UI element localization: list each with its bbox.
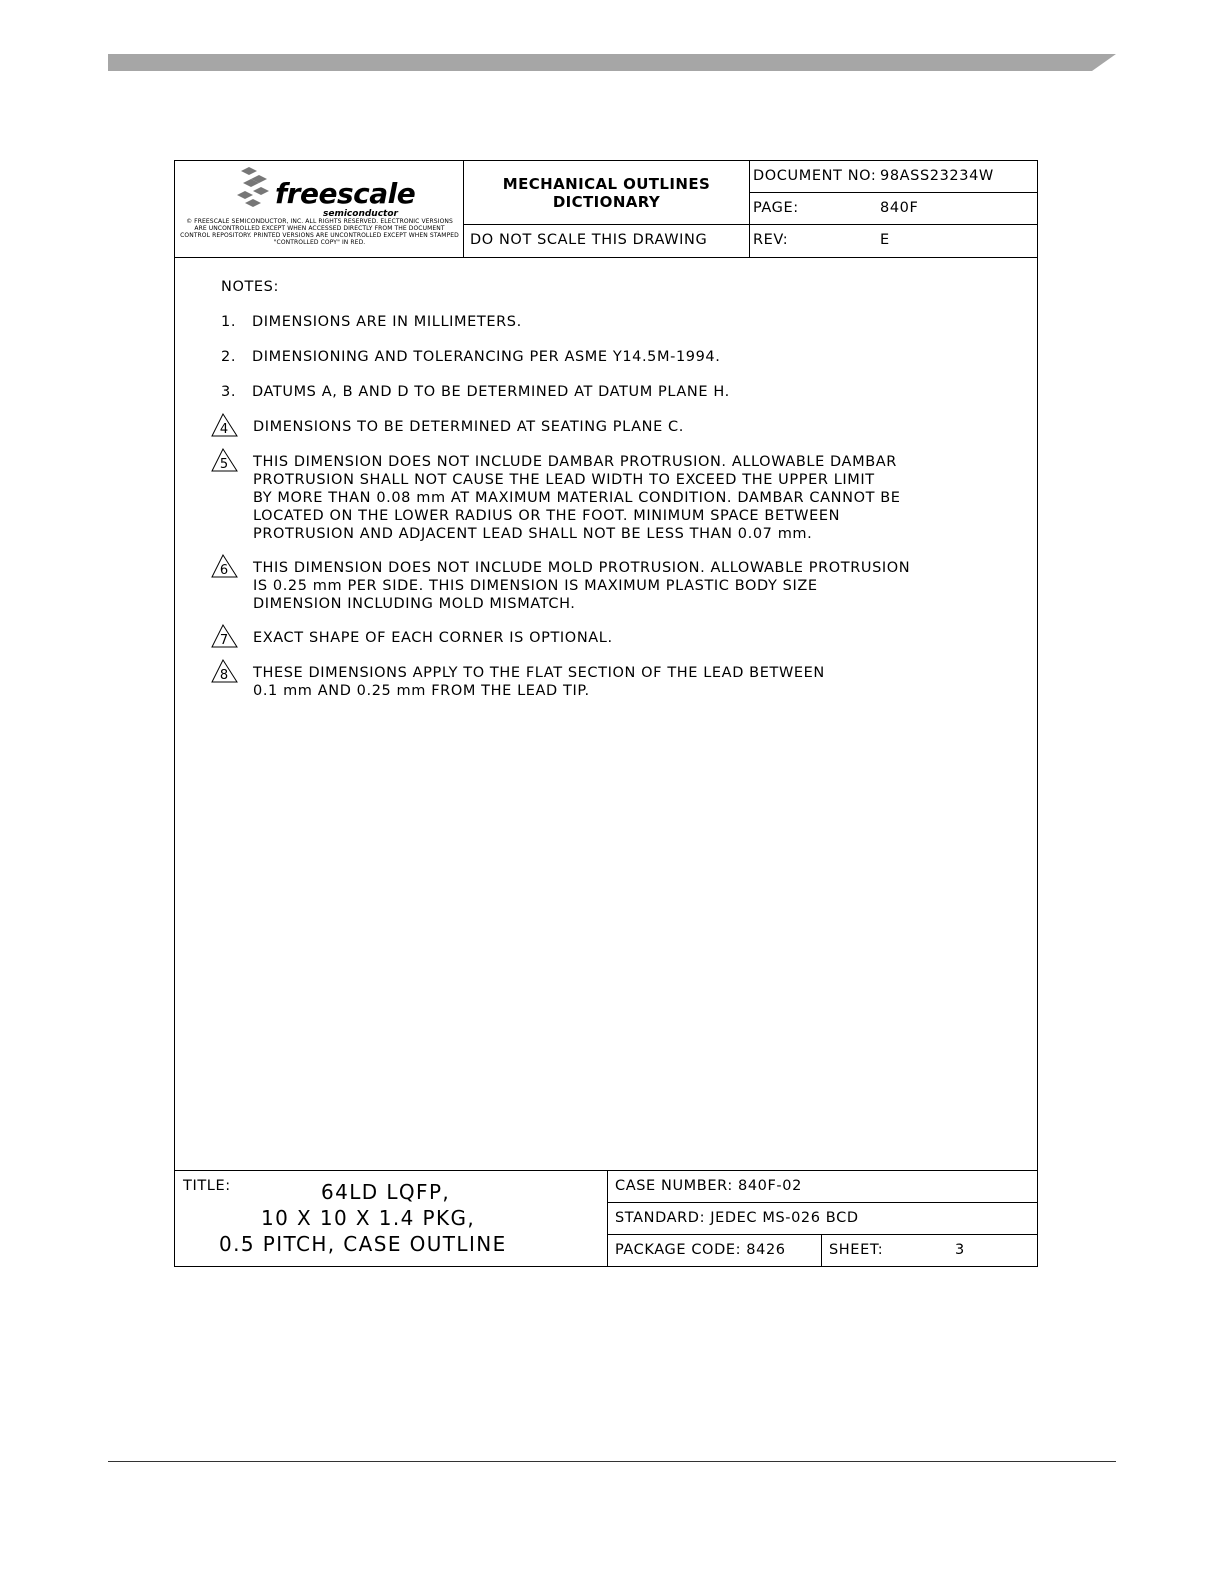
copyright-notice: © FREESCALE SEMICONDUCTOR, INC. ALL RIGHTS RESERVED. ELECTRONIC VERSIONS ARE UNCONTROLLED EXCEPT WHEN ACCESSED DIRECTLY FROM THE DOCUMENT CONTROL REPOSITORY. PRINTED VERSIONS ARE UNCONTROLLED EXCEPT WHEN STAMPED "CONTROLLED COPY" IN RED.: [180, 218, 459, 246]
note-6-flag: [211, 554, 239, 578]
document-no-value: 98ASS23234W: [880, 168, 994, 184]
note-6-marker: 6: [219, 563, 229, 578]
note-6-line-1: THIS DIMENSION DOES NOT INCLUDE MOLD PROTRUSION. ALLOWABLE PROTRUSION: [253, 560, 911, 576]
flag-triangle-icon: [211, 659, 239, 683]
note-4-marker: 4: [219, 422, 229, 437]
logo-wordmark: freescale: [275, 177, 416, 210]
note-4-text: DIMENSIONS TO BE DETERMINED AT SEATING PLANE C.: [253, 419, 684, 435]
note-1-number: 1.: [221, 314, 237, 330]
note-1-text: DIMENSIONS ARE IN MILLIMETERS.: [252, 314, 522, 330]
header-band: [108, 54, 1116, 71]
dictionary-title: [464, 175, 749, 211]
title-line-1: 64LD LQFP,: [321, 1180, 451, 1204]
case-number-divider: [607, 1202, 1037, 1203]
drawing-sheet: [174, 160, 1038, 1267]
note-7-marker: 7: [219, 633, 229, 648]
case-number: CASE NUMBER: 840F-02: [615, 1178, 802, 1194]
docno-divider: [749, 192, 1037, 193]
dictionary-divider: [463, 224, 749, 225]
note-5-line-3: BY MORE THAN 0.08 mm AT MAXIMUM MATERIAL CONDITION. DAMBAR CANNOT BE: [253, 490, 901, 506]
note-8-flag: [211, 659, 239, 683]
flag-triangle-icon: [211, 554, 239, 578]
note-8-line-1: THESE DIMENSIONS APPLY TO THE FLAT SECTION OF THE LEAD BETWEEN: [253, 665, 825, 681]
footer-rule: [108, 1461, 1116, 1462]
sheet-divider: [821, 1234, 822, 1266]
note-2-text: DIMENSIONING AND TOLERANCING PER ASME Y14.5M-1994.: [252, 349, 721, 365]
sheet-label: SHEET:: [829, 1242, 884, 1258]
document-no-label: DOCUMENT NO:: [753, 168, 877, 184]
note-2-number: 2.: [221, 349, 237, 365]
note-5-line-5: PROTRUSION AND ADJACENT LEAD SHALL NOT BE LESS THAN 0.07 mm.: [253, 526, 813, 542]
standard: STANDARD: JEDEC MS-026 BCD: [615, 1210, 859, 1226]
note-3-number: 3.: [221, 384, 237, 400]
title-block-col-divider: [607, 1170, 608, 1266]
note-3-text: DATUMS A, B AND D TO BE DETERMINED AT DATUM PLANE H.: [252, 384, 730, 400]
do-not-scale-note: DO NOT SCALE THIS DRAWING: [470, 232, 708, 248]
dictionary-title-line1: MECHANICAL OUTLINES: [502, 175, 711, 193]
title-line-2: 10 X 10 X 1.4 PKG,: [261, 1206, 476, 1230]
note-5-line-1: THIS DIMENSION DOES NOT INCLUDE DAMBAR PROTRUSION. ALLOWABLE DAMBAR: [253, 454, 897, 470]
note-4-flag: [211, 413, 239, 437]
flag-triangle-icon: [211, 413, 239, 437]
flag-triangle-icon: [211, 448, 239, 472]
notes-heading: NOTES:: [221, 279, 279, 295]
company-logo-block: [175, 161, 464, 258]
logo-subtitle: semiconductor: [323, 209, 398, 219]
note-8-line-2: 0.1 mm AND 0.25 mm FROM THE LEAD TIP.: [253, 683, 590, 699]
rev-value: E: [880, 232, 890, 248]
note-5-marker: 5: [219, 457, 229, 472]
note-7-text: EXACT SHAPE OF EACH CORNER IS OPTIONAL.: [253, 630, 613, 646]
note-5-flag: [211, 448, 239, 472]
rev-label: REV:: [753, 232, 789, 248]
page-divider: [749, 224, 1037, 225]
note-5-line-2: PROTRUSION SHALL NOT CAUSE THE LEAD WIDTH TO EXCEED THE UPPER LIMIT: [253, 472, 875, 488]
page-label: PAGE:: [753, 200, 799, 216]
flag-triangle-icon: [211, 624, 239, 648]
note-8-marker: 8: [219, 668, 229, 683]
dictionary-title-line2: DICTIONARY: [552, 193, 661, 211]
title-label: TITLE:: [183, 1178, 231, 1194]
sheet-number: 3: [955, 1242, 965, 1258]
title-block-divider: [175, 1170, 1037, 1171]
title-line-3: 0.5 PITCH, CASE OUTLINE: [219, 1232, 507, 1256]
freescale-logo-icon: [237, 165, 277, 209]
standard-divider: [607, 1234, 1037, 1235]
page-value: 840F: [880, 200, 919, 216]
note-5-line-4: LOCATED ON THE LOWER RADIUS OR THE FOOT. MINIMUM SPACE BETWEEN: [253, 508, 841, 524]
note-6-line-3: DIMENSION INCLUDING MOLD MISMATCH.: [253, 596, 576, 612]
header-col-divider-2: [749, 161, 750, 257]
package-code: PACKAGE CODE: 8426: [615, 1242, 786, 1258]
note-6-line-2: IS 0.25 mm PER SIDE. THIS DIMENSION IS MAXIMUM PLASTIC BODY SIZE: [253, 578, 818, 594]
note-7-flag: [211, 624, 239, 648]
